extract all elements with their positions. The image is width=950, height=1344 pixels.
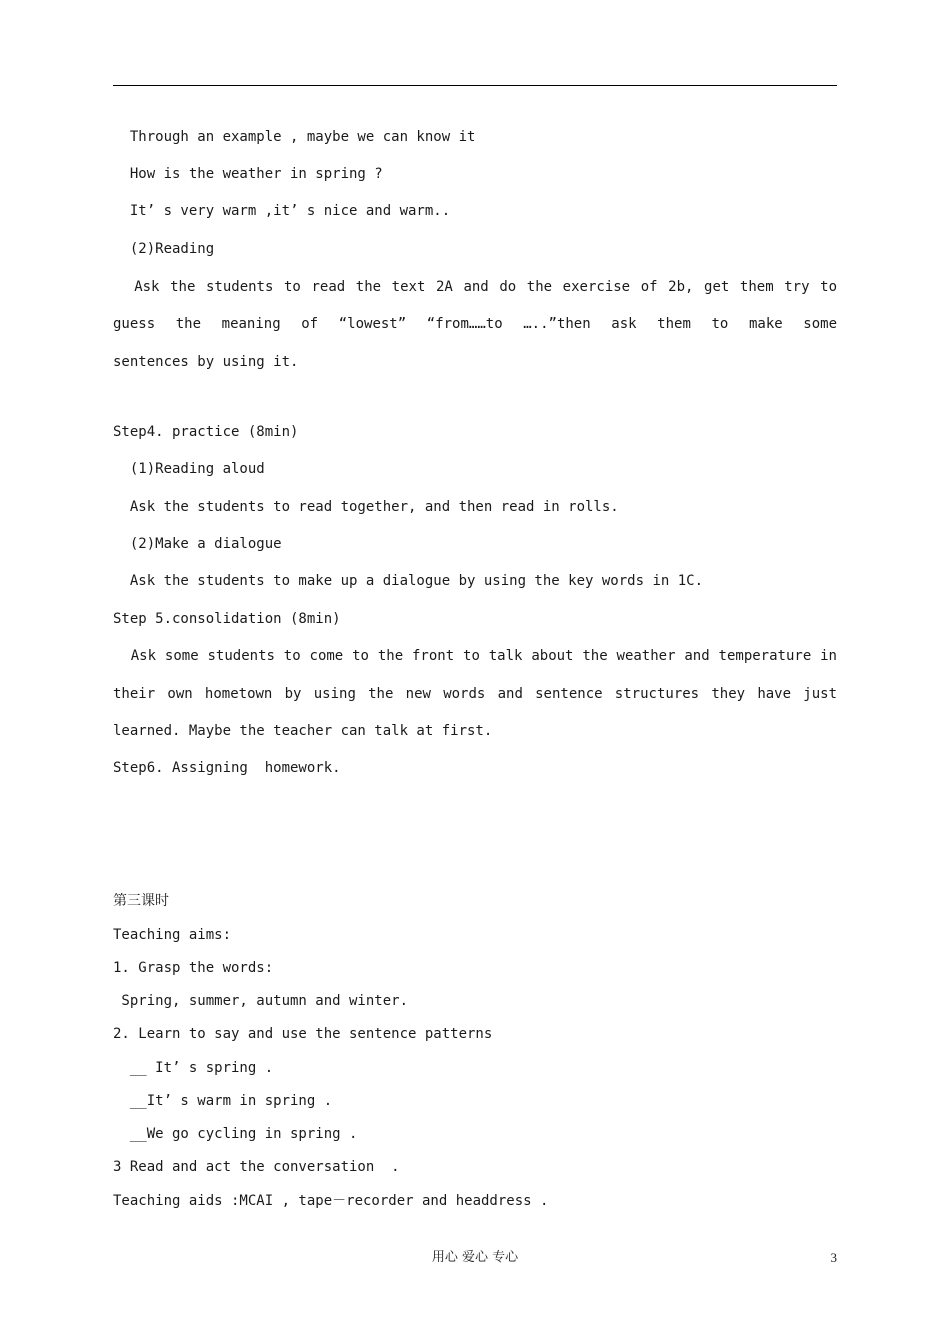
aim-2-sentence-patterns: 2. Learn to say and use the sentence patterns [113, 1026, 493, 1042]
pattern-its-spring: __ It’ s spring . [113, 1060, 274, 1076]
teaching-aids: Teaching aids :MCAI , tape－recorder and headdress . [113, 1193, 549, 1209]
header-rule [113, 85, 837, 86]
text-line-read-together: Ask the students to read together, and then read in rolls. [113, 499, 619, 515]
text-line-reading-aloud: (1)Reading aloud [113, 461, 265, 477]
step6-heading: Step6. Assigning homework. [113, 760, 341, 776]
text-line-weather-answer: It’ s very warm ,it’ s nice and warm.. [113, 203, 451, 219]
aim-1-grasp-words: 1. Grasp the words: [113, 960, 274, 976]
pattern-go-cycling: __We go cycling in spring . [113, 1126, 358, 1142]
text-line-make-dialogue: (2)Make a dialogue [113, 536, 282, 552]
pattern-warm-in-spring: __It’ s warm in spring . [113, 1093, 333, 1109]
step4-heading: Step4. practice (8min) [113, 424, 299, 440]
page-number: 3 [830, 1250, 837, 1265]
lesson-three-heading: 第三课时 [113, 893, 169, 909]
paragraph-reading-line-1: Ask the students to read the text 2A and do the exercise of 2b, get them try to [113, 279, 837, 295]
aim-1-word-list: Spring, summer, autumn and winter. [113, 993, 409, 1009]
paragraph-consolidation-line-2: their own hometown by using the new words and sentence structures they have just [113, 686, 837, 702]
step5-heading: Step 5.consolidation (8min) [113, 611, 341, 627]
paragraph-reading-line-2: guess the meaning of “lowest” “from……to …..”then ask them to make some [113, 316, 837, 332]
aim-3-conversation: 3 Read and act the conversation . [113, 1159, 400, 1175]
paragraph-consolidation-line-1: Ask some students to come to the front to talk about the weather and temperature in [113, 648, 837, 664]
text-line-example: Through an example , maybe we can know it [113, 129, 476, 145]
text-line-dialogue-instruction: Ask the students to make up a dialogue by using the key words in 1C. [113, 573, 704, 589]
paragraph-reading-line-3: sentences by using it. [113, 354, 299, 370]
teaching-aims-heading: Teaching aims: [113, 927, 232, 943]
paragraph-consolidation-line-3: learned. Maybe the teacher can talk at first. [113, 723, 493, 739]
footer-motto: 用心 爱心 专心 [431, 1250, 519, 1265]
text-line-reading-heading: (2)Reading [113, 241, 215, 257]
text-line-weather-question: How is the weather in spring ? [113, 166, 383, 182]
